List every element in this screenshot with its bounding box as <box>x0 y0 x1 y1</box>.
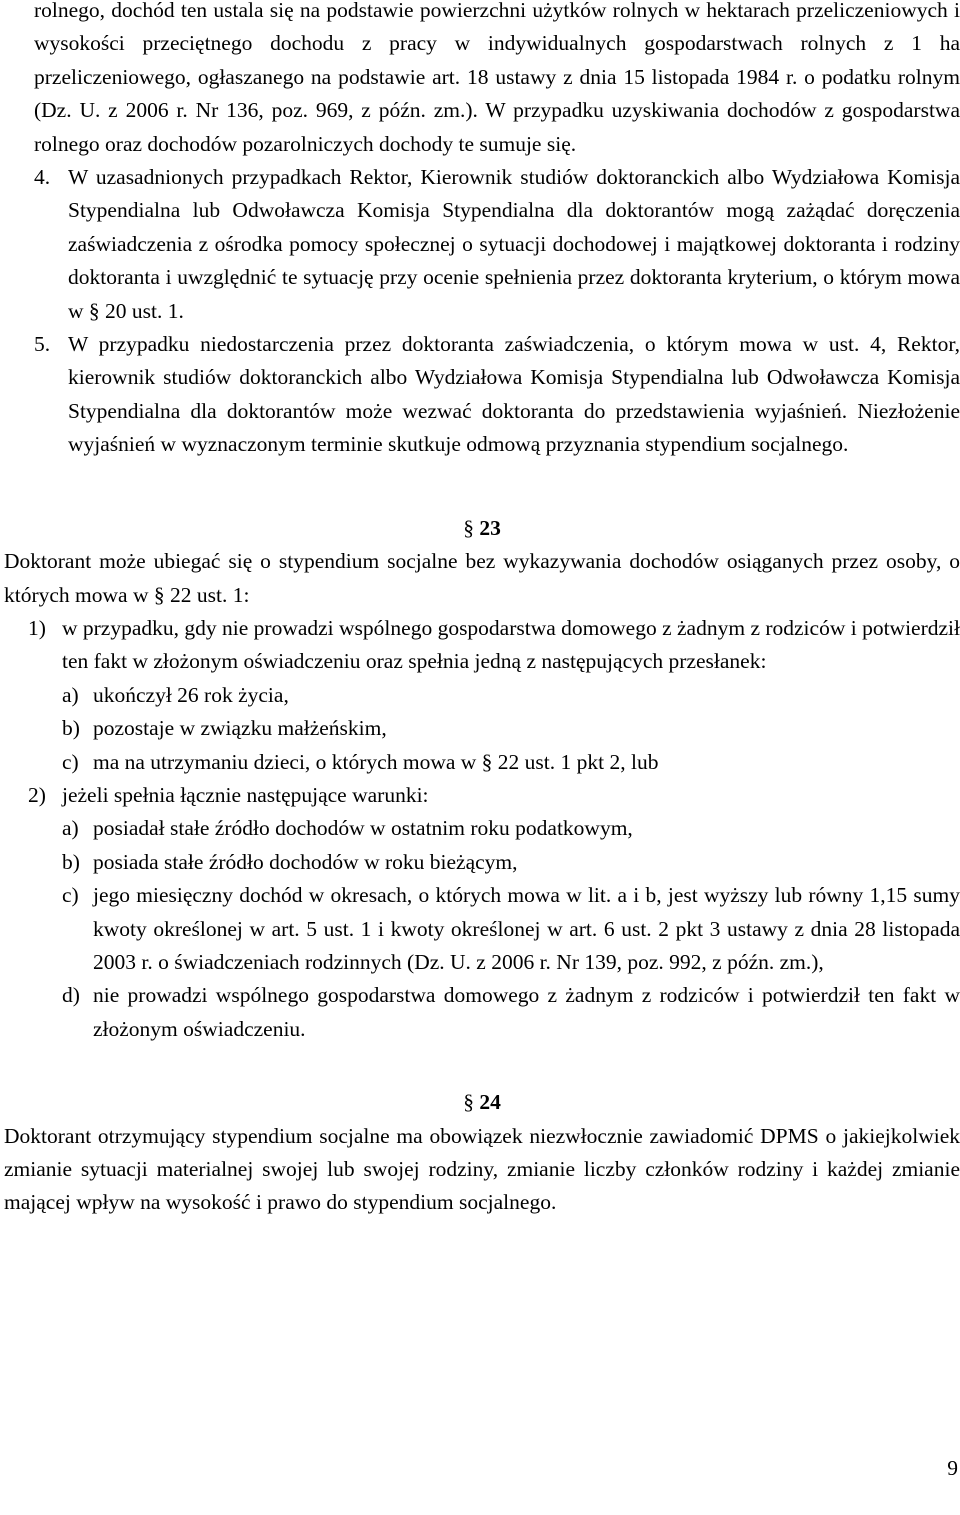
section-23-item-1b <box>4 712 960 745</box>
item-marker: a) <box>62 682 79 707</box>
section-23-number: 23 <box>479 515 501 540</box>
item-text: jeżeli spełnia łącznie następujące warunki: <box>62 782 429 807</box>
point-4-number: 4. <box>34 165 51 190</box>
document-page <box>4 0 960 1220</box>
section-23 <box>4 512 960 1047</box>
section-23-item-1c <box>4 746 960 779</box>
section-24-heading <box>4 1086 960 1119</box>
item-text: nie prowadzi wspólnego gospodarstwa domowego z żadnym z rodziców i potwierdził ten fakt w złożonym oświadczeniu. <box>93 983 960 1041</box>
point-5-number: 5. <box>34 332 51 357</box>
item-text: pozostaje w związku małżeńskim, <box>93 716 387 741</box>
section-23-item-1a <box>4 679 960 712</box>
item-text: jego miesięczny dochód w okresach, o których mowa w lit. a i b, jest wyższy lub równy 1,15 sumy kwoty określonej w art. 5 ust. 1 i kwoty określonej w art. 6 ust. 2 pkt 3 ustawy z dnia 28 listopada 2003 r. o świadczeniach rodzinnych (Dz. U. z 2006 r. Nr 139, poz. 992, z późn. zm.), <box>93 883 960 974</box>
section-23-heading <box>4 512 960 545</box>
item-marker: b) <box>62 849 80 874</box>
section-23-item-2c <box>4 879 960 979</box>
item-text: posiadał stałe źródło dochodów w ostatnim roku podatkowym, <box>93 816 633 841</box>
section-23-item-2b <box>4 846 960 879</box>
item-marker: 1) <box>28 615 46 640</box>
point-5-text: W przypadku niedostarczenia przez doktoranta zaświadczenia, o którym mowa w ust. 4, Rektor, kierownik studiów doktoranckich albo Wydziałowa Komisja Stypendialna lub Odwoławcza Komisja Stypendialna dla doktorantów może wezwać doktoranta do przedstawienia wyjaśnień. Niezłożenie wyjaśnień w wyznaczonym terminie skutkuje odmową przyznania stypendium socjalnego. <box>68 332 960 457</box>
point-5-paragraph <box>34 328 960 462</box>
section-24-number: 24 <box>479 1090 501 1115</box>
section-23-item-2 <box>4 779 960 812</box>
point-4-paragraph <box>34 161 960 328</box>
item-marker: c) <box>62 749 79 774</box>
item-marker: d) <box>62 983 80 1008</box>
item-marker: b) <box>62 716 80 741</box>
item-text: ma na utrzymaniu dzieci, o których mowa w § 22 ust. 1 pkt 2, lub <box>93 749 659 774</box>
section-sign: § <box>463 515 474 540</box>
section-23-item-2d <box>4 979 960 1046</box>
item-marker: a) <box>62 816 79 841</box>
section-23-lead: Doktorant może ubiegać się o stypendium socjalne bez wykazywania dochodów osiąganych przez osoby, o których mowa w § 22 ust. 1: <box>4 549 960 607</box>
section-sign: § <box>463 1090 474 1115</box>
item-text: posiada stałe źródło dochodów w roku bieżącym, <box>93 849 518 874</box>
item-text: w przypadku, gdy nie prowadzi wspólnego gospodarstwa domowego z żadnym z rodziców i potwierdził ten fakt w złożonym oświadczeniu oraz spełnia jedną z następujących przesłanek: <box>62 615 960 674</box>
section-24-text: Doktorant otrzymujący stypendium socjalne ma obowiązek niezwłocznie zawiadomić DPMS o jakiejkolwiek zmianie sytuacji materialnej swojej lub swojej rodziny, zmianie liczby członków rodziny i każdej zmianie mającej wpływ na wysokość i prawo do stypendium socjalnego. <box>4 1123 960 1215</box>
section-23-item-2a <box>4 812 960 845</box>
item-marker: c) <box>62 883 79 908</box>
intro-continuation-paragraph: rolnego, dochód ten ustala się na podstawie powierzchni użytków rolnych w hektarach przeliczeniowych i wysokości przeciętnego dochodu z pracy w indywidualnych gospodarstwach rolnych z 1 ha przeliczeniowego, ogłaszanego na podstawie art. 18 ustawy z dnia 15 listopada 1984 r. o podatku rolnym (Dz. U. z 2006 r. Nr 136, poz. 969, z późn. zm.). W przypadku uzyskiwania dochodów z gospodarstwa rolnego oraz dochodów pozarolniczych dochody te sumuje się. <box>34 0 960 156</box>
page-number: 9 <box>947 1456 958 1480</box>
item-text: ukończył 26 rok życia, <box>93 682 289 707</box>
point-4-text: W uzasadnionych przypadkach Rektor, Kierownik studiów doktoranckich albo Wydziałowa Komisja Stypendialna lub Odwoławcza Komisja Stypendialna dla doktorantów mogą zażądać doręczenia zaświadczenia z ośrodka pomocy społecznej o sytuacji dochodowej i majątkowej doktoranta i rodziny doktoranta i uwzględnić te sytuację przy ocenie spełnienia przez doktoranta kryterium, o którym mowa w § 20 ust. 1. <box>68 165 960 323</box>
section-23-item-1 <box>4 612 960 679</box>
item-marker: 2) <box>28 782 46 807</box>
section-24 <box>4 1086 960 1220</box>
